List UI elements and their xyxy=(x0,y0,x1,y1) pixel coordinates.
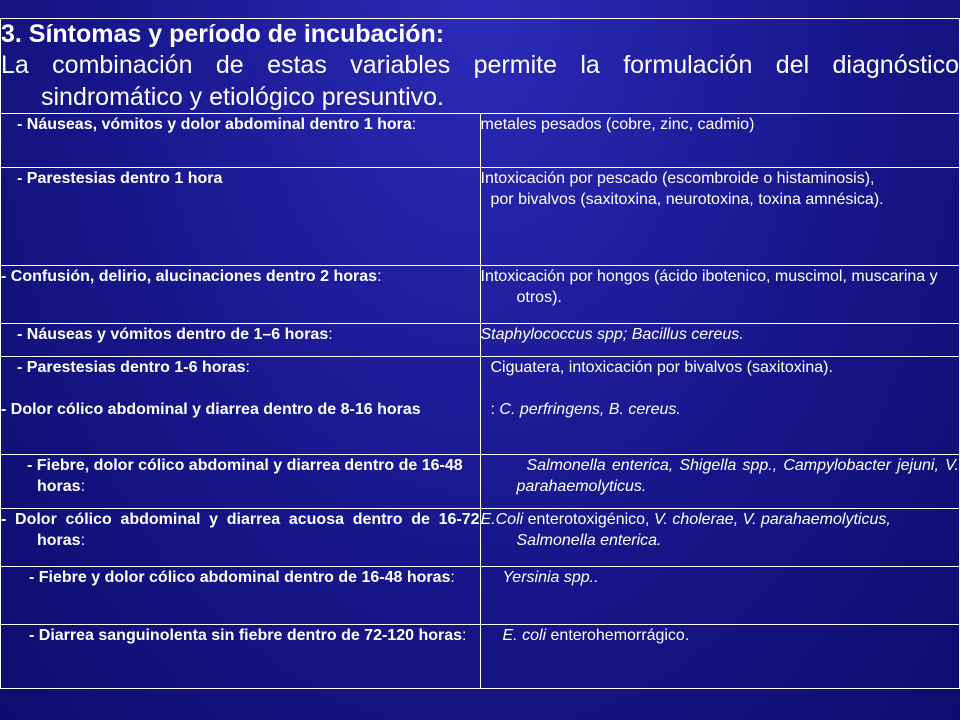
symptom-text: - Fiebre y dolor cólico abdominal dentro de 16-48 horas xyxy=(29,569,451,586)
table-row xyxy=(1,567,960,625)
symptom-colon: : xyxy=(245,359,250,376)
table-row xyxy=(1,168,960,266)
symptom-text: - Parestesias dentro 1 hora xyxy=(17,170,223,187)
symptom-cell xyxy=(1,625,481,689)
incubation-table xyxy=(0,18,960,689)
agent-text: E.Coli xyxy=(480,511,524,528)
table-row xyxy=(1,509,960,567)
symptom-text: - Náuseas y vómitos dentro de 1–6 horas xyxy=(17,326,329,343)
symptom-colon: : xyxy=(450,569,455,586)
table-row xyxy=(1,455,960,509)
agent-cell xyxy=(480,509,960,567)
agent-cell xyxy=(480,266,960,324)
agent-text: V. cholerae, V. parahaemolyticus, Salmonella enterica. xyxy=(516,511,891,549)
symptom-colon: : xyxy=(462,627,467,644)
header-row xyxy=(1,19,960,114)
agent-text: C. perfringens, B. cereus. xyxy=(499,401,681,418)
symptom-cell xyxy=(1,168,481,266)
agent-text: enterohemorrágico. xyxy=(546,627,690,644)
symptom-colon: : xyxy=(411,116,417,133)
agent-text: E. coli xyxy=(502,627,547,644)
agent-text: enterotoxigénico, xyxy=(523,511,654,528)
symptom-colon: : xyxy=(80,478,86,495)
symptom-cell xyxy=(1,455,481,509)
symptom-text: - Diarrea sanguinolenta sin fiebre dentro de 72-120 horas xyxy=(29,627,463,644)
table-row xyxy=(1,357,960,455)
agent-text: Salmonella enterica, Shigella spp., Campylobacter jejuni, V. parahaemolyticus. xyxy=(516,457,959,495)
agent-text: metales pesados (cobre, zinc, cadmio) xyxy=(480,116,755,133)
agent-cell xyxy=(480,357,960,455)
symptom-text: - Náuseas, vómitos y dolor abdominal dentro 1 hora xyxy=(17,116,412,133)
agent-prefix: : xyxy=(490,401,500,418)
agent-cell xyxy=(480,455,960,509)
symptom-colon: : xyxy=(328,326,333,343)
agent-text: Intoxicación por hongos (ácido ibotenico, muscimol, muscarina y otros). xyxy=(480,268,938,306)
table-row xyxy=(1,625,960,689)
header-cell xyxy=(1,19,960,114)
agent-cell xyxy=(480,324,960,357)
symptom-cell xyxy=(1,567,481,625)
symptom-text: - Dolor cólico abdominal y diarrea acuosa dentro de 16-72 horas xyxy=(1,511,480,549)
symptom-text: - Fiebre, dolor cólico abdominal y diarrea dentro de 16-48 horas xyxy=(27,457,463,495)
section-title: 3. Síntomas y período de incubación: xyxy=(1,20,445,48)
symptom-text: - Parestesias dentro 1-6 horas xyxy=(17,359,246,376)
table-row xyxy=(1,324,960,357)
table-row xyxy=(1,266,960,324)
agent-text: Intoxicación por pescado (escombroide o histaminosis), xyxy=(480,170,875,187)
section-description: La combinación de estas variables permite la formulación del diagnóstico sindromático y etiológico presuntivo. xyxy=(1,51,959,111)
symptom-text: - Confusión, delirio, alucinaciones dentro 2 horas xyxy=(1,268,378,285)
symptom-cell xyxy=(1,509,481,567)
agent-text: por bivalvos (saxitoxina, neurotoxina, toxina amnésica). xyxy=(490,191,884,208)
symptom-cell xyxy=(1,266,481,324)
table-row xyxy=(1,114,960,168)
agent-cell xyxy=(480,625,960,689)
agent-text: Staphylococcus spp; Bacillus cereus. xyxy=(480,326,744,343)
agent-cell xyxy=(480,168,960,266)
agent-cell xyxy=(480,114,960,168)
symptom-cell xyxy=(1,324,481,357)
symptom-cell xyxy=(1,114,481,168)
agent-text: Yersinia spp.. xyxy=(502,569,599,586)
symptom-colon: : xyxy=(377,268,382,285)
symptom-text: - Dolor cólico abdominal y diarrea dentro de 8-16 horas xyxy=(1,401,421,418)
symptom-colon: : xyxy=(80,532,86,549)
agent-cell xyxy=(480,567,960,625)
symptom-cell xyxy=(1,357,481,455)
agent-text: Ciguatera, intoxicación por bivalvos (saxitoxina). xyxy=(490,359,833,376)
